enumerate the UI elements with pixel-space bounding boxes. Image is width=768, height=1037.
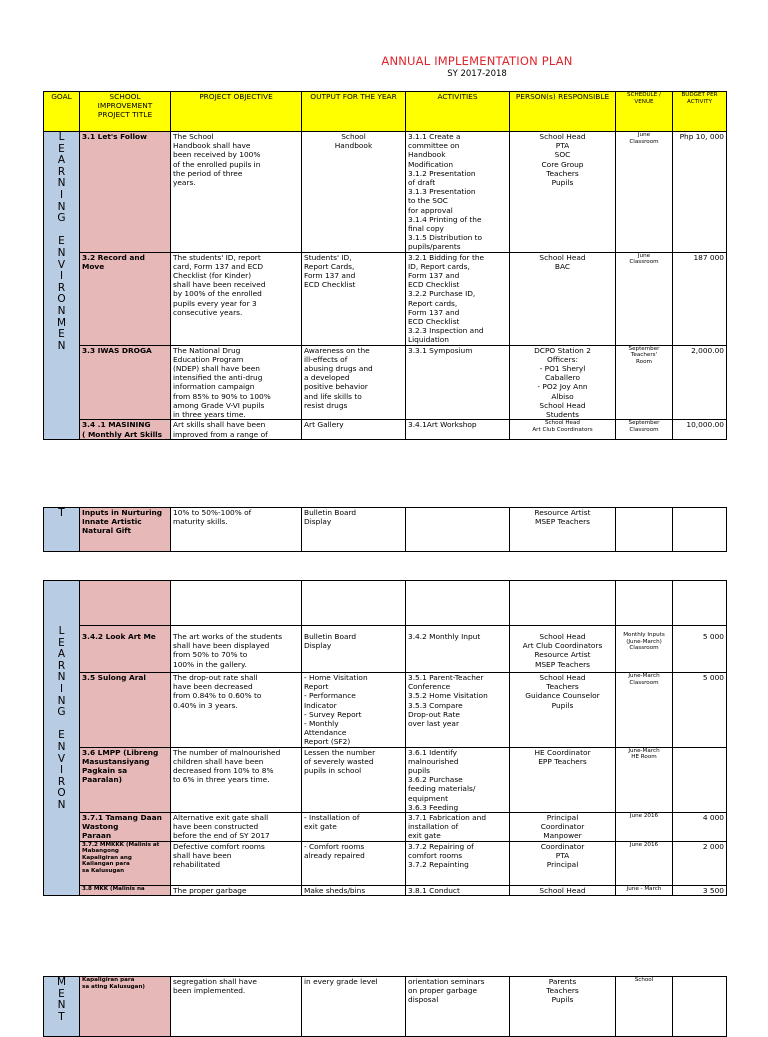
objective-cell: The number of malnourished children shall have been decreased from 10% to 8% to 6% in three years time.: [171, 747, 302, 812]
table-row: [44, 673, 727, 748]
project-title-cell: 3.2 Record and Move: [80, 252, 171, 345]
plan-table-4: [43, 976, 727, 1037]
header-persons: PERSON(s) RESPONSIBLE: [510, 92, 616, 132]
goal-cell: [44, 508, 80, 552]
output-cell: School Handbook: [302, 132, 406, 253]
budget-cell: 2,000.00: [673, 345, 727, 420]
project-title-cell: 3.5 Sulong Aral: [80, 673, 171, 748]
project-title-cell: 3.3 IWAS DROGA: [80, 345, 171, 420]
header-objective: PROJECT OBJECTIVE: [171, 92, 302, 132]
page-subtitle: SY 2017-2018: [447, 69, 507, 79]
table-row: [44, 977, 727, 1037]
activities-cell: 3.4.1Art Workshop: [406, 420, 510, 440]
project-title-cell: 3.4.2 Look Art Me: [80, 626, 171, 673]
output-cell: Awareness on the ill-effects of abusing drugs and a developed positive behavior and life skills to resist drugs: [302, 345, 406, 420]
output-cell: Make sheds/bins: [302, 885, 406, 895]
output-cell: Students' ID, Report Cards, Form 137 and ECD Checklist: [302, 252, 406, 345]
header-goal: GOAL: [44, 92, 80, 132]
budget-cell: 10,000.00: [673, 420, 727, 440]
schedule-cell: June Classroom: [616, 252, 673, 345]
project-title-cell: Kapaligiran para sa ating Kalusugan): [80, 977, 171, 1037]
header-budget: BUDGET PER ACTIVITY: [673, 92, 727, 132]
table-row: [44, 420, 727, 440]
persons-cell: Parents Teachers Pupils: [510, 977, 616, 1037]
output-cell: Lessen the number of severely wasted pupils in school: [302, 747, 406, 812]
objective-cell: The School Handbook shall have been received by 100% of the enrolled pupils in the period of three years.: [171, 132, 302, 253]
project-title-cell: 3.7.1 Tamang Daan Wastong Paraan: [80, 813, 171, 842]
schedule-cell: June-March Classroom: [616, 673, 673, 748]
budget-cell: 4 000: [673, 813, 727, 842]
schedule-cell: [616, 508, 673, 552]
goal-letters: L E A R N I N G E N V I R O N M E N: [56, 131, 67, 352]
persons-cell: Resource Artist MSEP Teachers: [510, 508, 616, 552]
activities-cell: 3.7.2 Repairing of comfort rooms 3.7.2 Repainting: [406, 841, 510, 885]
schedule-cell: School: [616, 977, 673, 1037]
budget-cell: 187 000: [673, 252, 727, 345]
persons-cell: School Head Art Club Coordinators Resource Artist MSEP Teachers: [510, 626, 616, 673]
budget-cell: Php 10, 000: [673, 132, 727, 253]
objective-cell: Alternative exit gate shall have been constructed before the end of SY 2017: [171, 813, 302, 842]
objective-cell: The National Drug Education Program (NDEP) shall have been intensified the anti-drug information campaign from 85% to 90% to 100% among Grade V-VI pupils in three years time.: [171, 345, 302, 420]
goal-cell: [44, 977, 80, 1037]
schedule-cell: June Classroom: [616, 132, 673, 253]
budget-cell: 5 000: [673, 626, 727, 673]
table-row: [44, 813, 727, 842]
schedule-cell: June-March HE Room: [616, 747, 673, 812]
project-title-cell: 3.7.2 MMKKK (Malinis at Mabangong Kapaligiran ang Kailangan para sa Kalusugan: [80, 841, 171, 885]
budget-cell: [673, 508, 727, 552]
budget-cell: 3 500: [673, 885, 727, 895]
objective-cell: 10% to 50%-100% of maturity skills.: [171, 508, 302, 552]
project-title-cell: 3.4 .1 MASINING ( Monthly Art Skills: [80, 420, 171, 440]
budget-cell: 2 000: [673, 841, 727, 885]
table-row: [44, 345, 727, 420]
persons-cell: School Head Teachers Guidance Counselor Pupils: [510, 673, 616, 748]
persons-cell: School Head Art Club Coordinators: [510, 420, 616, 440]
objective-cell: Art skills shall have been improved from a range of: [171, 420, 302, 440]
project-title-cell: [80, 581, 171, 626]
plan-table-1: [43, 91, 727, 440]
table-row: [44, 132, 727, 253]
schedule-cell: June - March: [616, 885, 673, 895]
activities-cell: 3.1.1 Create a committee on Handbook Modification 3.1.2 Presentation of draft 3.1.3 Presentation to the SOC for approval 3.1.4 Printing of the final copy 3.1.5 Distribution to pupils/parents: [406, 132, 510, 253]
persons-cell: School Head: [510, 885, 616, 895]
table-row: [44, 508, 727, 552]
plan-table-2: [43, 507, 727, 552]
output-cell: - Home Visitation Report - Performance Indicator - Survey Report - Monthly Attendance Report (SF2): [302, 673, 406, 748]
header-schedule: SCHEDULE / VENUE: [616, 92, 673, 132]
objective-cell: The students' ID, report card, Form 137 and ECD Checklist (for Kinder) shall have been received by 100% of the enrolled pupils every year for 3 consecutive years.: [171, 252, 302, 345]
schedule-cell: September Teachers' Room: [616, 345, 673, 420]
output-cell: - Comfort rooms already repaired: [302, 841, 406, 885]
output-cell: Bulletin Board Display: [302, 508, 406, 552]
persons-cell: DCPO Station 2 Officers: - PO1 Sheryl Caballero - PO2 Joy Ann Albiso School Head Students: [510, 345, 616, 420]
persons-cell: School Head BAC: [510, 252, 616, 345]
budget-cell: [673, 977, 727, 1037]
activities-cell: 3.8.1 Conduct: [406, 885, 510, 895]
activities-cell: 3.4.2 Monthly Input: [406, 626, 510, 673]
table-row: [44, 626, 727, 673]
budget-cell: [673, 747, 727, 812]
activities-cell: 3.5.1 Parent-Teacher Conference 3.5.2 Home Visitation 3.5.3 Compare Drop-out Rate over last year: [406, 673, 510, 748]
persons-cell: Principal Coordinator Manpower: [510, 813, 616, 842]
activities-cell: 3.3.1 Symposium: [406, 345, 510, 420]
output-cell: Art Gallery: [302, 420, 406, 440]
activities-cell: [406, 508, 510, 552]
persons-cell: School Head PTA SOC Core Group Teachers Pupils: [510, 132, 616, 253]
table-row: [44, 252, 727, 345]
activities-cell: orientation seminars on proper garbage disposal: [406, 977, 510, 1037]
schedule-cell: June 2016: [616, 841, 673, 885]
output-cell: Bulletin Board Display: [302, 626, 406, 673]
objective-cell: The proper garbage: [171, 885, 302, 895]
output-cell: - Installation of exit gate: [302, 813, 406, 842]
activities-cell: 3.6.1 Identify malnourished pupils 3.6.2 Purchase feeding materials/ equipment 3.6.3 Feeding: [406, 747, 510, 812]
header-project-title: SCHOOL IMPROVEMENT PROJECT TITLE: [80, 92, 171, 132]
objective-cell: The drop-out rate shall have been decreased from 0.84% to 0.60% to 0.40% in 3 years.: [171, 673, 302, 748]
activities-cell: 3.7.1 Fabrication and installation of exit gate: [406, 813, 510, 842]
table-row: [44, 747, 727, 812]
objective-cell: Defective comfort rooms shall have been rehabilitated: [171, 841, 302, 885]
persons-cell: Coordinator PTA Principal: [510, 841, 616, 885]
page-title: ANNUAL IMPLEMENTATION PLAN: [381, 54, 573, 68]
output-cell: in every grade level: [302, 977, 406, 1037]
table-row: [44, 581, 727, 626]
goal-letters: M E N T: [56, 976, 67, 1023]
objective-cell: The art works of the students shall have been displayed from 50% to 70% to 100% in the gallery.: [171, 626, 302, 673]
goal-letters: L E A R N I N G E N V I R O N: [57, 625, 66, 811]
project-title-cell: Inputs in Nurturing Innate Artistic Natural Gift: [80, 508, 171, 552]
header-output: OUTPUT FOR THE YEAR: [302, 92, 406, 132]
goal-cell: [44, 132, 80, 440]
project-title-cell: 3.6 LMPP (Libreng Masustansiyang Pagkain sa Paaralan): [80, 747, 171, 812]
goal-cell: [44, 581, 80, 896]
plan-table-3: [43, 580, 727, 896]
budget-cell: 5 000: [673, 673, 727, 748]
schedule-cell: September Classroom: [616, 420, 673, 440]
schedule-cell: Monthly Inputs (June-March) Classroom: [616, 626, 673, 673]
schedule-cell: June 2016: [616, 813, 673, 842]
table-row: [44, 841, 727, 885]
table-row: [44, 885, 727, 895]
header-row: [44, 92, 727, 132]
project-title-cell: 3.8 MKK (Malinis na: [80, 885, 171, 895]
header-activities: ACTIVITIES: [406, 92, 510, 132]
persons-cell: HE Coordinator EPP Teachers: [510, 747, 616, 812]
project-title-cell: 3.1 Let's Follow: [80, 132, 171, 253]
objective-cell: segregation shall have been implemented.: [171, 977, 302, 1037]
activities-cell: 3.2.1 Bidding for the ID, Report cards, Form 137 and ECD Checklist 3.2.2 Purchase ID, Report cards, Form 137 and ECD Checklist 3.2.3 Inspection and Liquidation: [406, 252, 510, 345]
goal-letters: T: [58, 507, 65, 519]
